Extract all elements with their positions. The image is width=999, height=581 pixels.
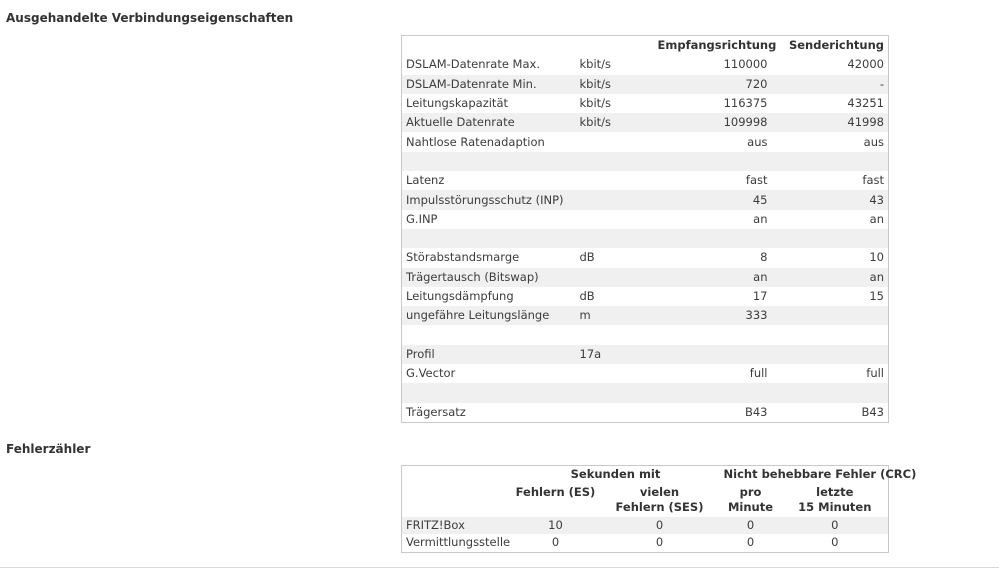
header-per-minute: pro Minute	[720, 484, 782, 517]
row-label: Aktuelle Datenrate	[402, 113, 576, 132]
row-unit	[576, 383, 654, 402]
connection-section-title: Ausgehandelte Verbindungseigenschaften	[6, 11, 294, 25]
downstream-value	[654, 325, 772, 344]
header-empty	[402, 466, 512, 484]
downstream-value	[654, 229, 772, 248]
header-seconds-group: Sekunden mit	[512, 466, 720, 484]
downstream-value: 333	[654, 306, 772, 325]
row-unit: dB	[579, 289, 595, 303]
connection-properties-table	[401, 35, 889, 423]
row-unit: dB	[579, 250, 595, 265]
row-label: Störabstandsmarge	[406, 250, 520, 265]
row-unit: kbit/s	[576, 75, 654, 94]
table-row	[402, 345, 889, 364]
upstream-value: an	[772, 268, 889, 287]
upstream-value: 43	[772, 190, 889, 209]
table-row	[402, 210, 889, 229]
table-row	[402, 268, 889, 287]
upstream-value: 15	[869, 289, 884, 303]
row-unit: 17a	[576, 345, 654, 364]
table-row	[402, 113, 889, 132]
table-header-row	[402, 36, 889, 56]
table-row	[402, 534, 889, 552]
row-label: Trägertausch (Bitswap)	[402, 268, 576, 287]
row-unit	[576, 190, 654, 209]
upstream-value: 43251	[847, 96, 884, 111]
row-label: G.Vector	[406, 366, 456, 381]
row-unit	[576, 364, 654, 383]
downstream-value: fast	[745, 173, 768, 188]
error-group-header-row	[402, 466, 889, 484]
per-minute-value: 0	[720, 534, 782, 552]
row-label	[402, 152, 576, 171]
header-upstream: Senderichtung	[772, 36, 889, 56]
upstream-value: -	[772, 75, 889, 94]
upstream-value	[772, 383, 889, 402]
row-unit: m	[576, 306, 654, 325]
downstream-value: 8	[760, 250, 768, 265]
upstream-value: 41998	[772, 113, 889, 132]
downstream-value: 720	[654, 75, 772, 94]
row-unit: kbit/s	[576, 113, 654, 132]
header-downstream: Empfangsrichtung	[654, 36, 772, 56]
upstream-value: 10	[869, 250, 884, 265]
downstream-value: B43	[744, 404, 768, 419]
header-unit	[576, 36, 654, 56]
row-label: Trägersatz	[406, 404, 466, 419]
upstream-value	[772, 152, 889, 171]
downstream-value: 109998	[654, 113, 772, 132]
table-row	[402, 287, 889, 306]
table-row	[402, 75, 889, 94]
table-row	[402, 229, 889, 248]
upstream-value	[772, 306, 889, 325]
table-row	[402, 325, 889, 344]
upstream-value	[772, 325, 889, 344]
upstream-value: 42000	[847, 57, 884, 72]
es-value: 0	[512, 534, 600, 552]
table-row	[402, 248, 889, 267]
table-row	[402, 55, 889, 74]
error-column-header-row	[402, 484, 889, 517]
row-label: Leitungskapazität	[406, 96, 509, 111]
row-label: G.INP	[406, 211, 438, 226]
row-label: DSLAM-Datenrate Max.	[406, 57, 540, 72]
downstream-value: an	[654, 268, 772, 287]
header-ses: vielen Fehlern (SES)	[600, 484, 720, 517]
table-row	[402, 190, 889, 209]
downstream-value	[654, 383, 772, 402]
table-row	[402, 403, 889, 423]
downstream-value: 17	[752, 289, 768, 303]
row-label: Latenz	[406, 173, 445, 188]
ses-value: 0	[600, 534, 720, 552]
per-minute-value: 0	[720, 517, 782, 535]
table-row	[402, 383, 889, 402]
downstream-value: full	[749, 366, 768, 381]
downstream-value: 110000	[723, 57, 768, 72]
row-unit	[576, 171, 654, 190]
row-unit	[576, 132, 654, 151]
row-unit	[576, 403, 654, 423]
row-unit: kbit/s	[579, 96, 612, 111]
table-row	[402, 171, 889, 190]
header-last-15-minutes: letzte 15 Minuten	[782, 484, 889, 517]
row-unit	[576, 229, 654, 248]
bottom-divider	[0, 567, 999, 568]
header-es: Fehlern (ES)	[512, 484, 600, 517]
row-label: ungefähre Leitungslänge	[402, 306, 576, 325]
upstream-value	[772, 229, 889, 248]
row-label	[402, 383, 576, 402]
row-unit	[576, 210, 654, 229]
row-label: Leitungsdämpfung	[406, 289, 514, 303]
upstream-value: aus	[863, 134, 884, 149]
error-counter-table	[401, 465, 917, 553]
downstream-value: 116375	[723, 96, 768, 111]
ses-value: 0	[600, 517, 720, 535]
row-unit	[576, 325, 654, 344]
table-row	[402, 94, 889, 113]
row-label: Profil	[402, 345, 576, 364]
upstream-value: fast	[862, 173, 884, 188]
upstream-value: an	[869, 211, 884, 226]
row-unit	[576, 152, 654, 171]
row-label: Vermittlungsstelle	[402, 534, 512, 552]
row-unit: kbit/s	[579, 57, 612, 72]
table-row	[402, 132, 889, 151]
table-row	[402, 152, 889, 171]
row-label: Nahtlose Ratenadaption	[406, 134, 545, 149]
row-label: Impulsstörungsschutz (INP)	[402, 190, 576, 209]
header-crc-group: Nicht behebbare Fehler (CRC)	[720, 466, 889, 484]
row-label: DSLAM-Datenrate Min.	[402, 75, 576, 94]
row-unit	[576, 268, 654, 287]
header-empty	[402, 484, 512, 517]
table-row	[402, 306, 889, 325]
row-label	[402, 325, 576, 344]
row-label	[402, 229, 576, 248]
table-row	[402, 364, 889, 383]
upstream-value: B43	[861, 404, 884, 419]
upstream-value: full	[866, 366, 884, 381]
last-15-value: 0	[782, 534, 889, 552]
last-15-value: 0	[782, 517, 889, 535]
row-label: FRITZ!Box	[402, 517, 512, 535]
downstream-value: an	[753, 211, 768, 226]
table-row	[402, 517, 889, 535]
error-counter-section-title: Fehlerzähler	[6, 442, 91, 456]
upstream-value	[772, 345, 889, 364]
header-label	[402, 36, 576, 56]
downstream-value	[654, 345, 772, 364]
es-value: 10	[512, 517, 600, 535]
downstream-value: aus	[747, 134, 768, 149]
downstream-value: 45	[654, 190, 772, 209]
downstream-value	[654, 152, 772, 171]
